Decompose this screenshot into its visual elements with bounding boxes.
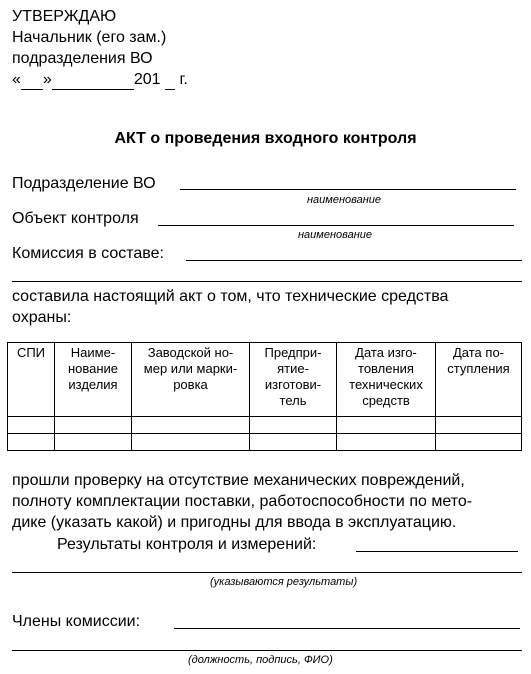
date-year-suffix: г. (179, 71, 188, 88)
table-header-line: Наиме- (70, 345, 116, 360)
results-blank-2[interactable] (12, 572, 522, 573)
document-title: АКТ о проведения входного контроля (114, 130, 417, 147)
table-header-line: СПИ (16, 345, 46, 360)
members-label: Члены комиссии: (12, 613, 141, 630)
members-caption: (должность, подпись, ФИО) (188, 654, 333, 666)
commission-blank[interactable] (186, 260, 522, 261)
table-header-line: Предпри- (264, 345, 322, 360)
object-caption: наименование (298, 229, 373, 241)
intro-paragraph (12, 286, 524, 328)
table-header-line: товления (358, 361, 414, 376)
table-header-line: нование (67, 361, 119, 376)
table-cell[interactable] (337, 417, 436, 434)
table-header-line: средств (362, 393, 410, 408)
table-header-cell (250, 343, 337, 417)
approval-block (12, 6, 188, 90)
approval-division: подразделения ВО (12, 50, 153, 67)
date-year-prefix: 201 (133, 71, 161, 88)
table-cell[interactable] (55, 434, 132, 451)
table-row (8, 434, 522, 451)
conclusion-line: полноту комплектации поставки, работоспособности по мето- (12, 493, 473, 510)
conclusion-line: дике (указать какой) и пригодны для ввода в эксплуатацию. (12, 514, 457, 531)
approval-heading: УТВЕРЖДАЮ (12, 8, 117, 25)
table-header-cell (8, 343, 55, 417)
members-blank-2[interactable] (12, 650, 522, 651)
intro-line: охраны: (12, 309, 72, 326)
conclusion-line: прошли проверку на отсутствие механических повреждений, (12, 472, 465, 489)
table-cell[interactable] (337, 434, 436, 451)
results-blank[interactable] (356, 551, 518, 552)
table-header-line: изготови- (264, 377, 322, 392)
table-header-cell (55, 343, 132, 417)
members-blank[interactable] (174, 628, 520, 629)
date-quote-close: » (42, 71, 52, 88)
table-header-line: мер или марки- (143, 361, 238, 376)
intro-line: составила настоящий акт о том, что технические средства (12, 288, 449, 305)
table-header-row (8, 343, 522, 417)
table-header-line: ятие- (277, 361, 309, 376)
results-label: Результаты контроля и измерений: (57, 536, 317, 553)
division-caption: наименование (307, 194, 382, 206)
approval-date (12, 69, 188, 90)
table-cell[interactable] (132, 417, 250, 434)
date-year-blank[interactable] (165, 74, 175, 90)
table-cell[interactable] (436, 434, 522, 451)
division-blank[interactable] (180, 189, 516, 190)
table-row (8, 417, 522, 434)
object-label: Объект контроля (12, 210, 139, 227)
date-day-blank[interactable] (21, 74, 43, 90)
table-cell[interactable] (55, 417, 132, 434)
object-blank[interactable] (158, 225, 514, 226)
table-cell[interactable] (8, 417, 55, 434)
commission-label: Комиссия в составе: (12, 245, 164, 262)
table-cell[interactable] (436, 417, 522, 434)
table-header-cell (436, 343, 522, 417)
date-quote-open: « (12, 71, 21, 88)
conclusion-paragraph (12, 470, 524, 533)
date-month-blank[interactable] (52, 74, 134, 90)
table-header-cell (132, 343, 250, 417)
division-label: Подразделение ВО (12, 175, 156, 192)
table-cell[interactable] (250, 434, 337, 451)
table-cell[interactable] (132, 434, 250, 451)
table-header-line: тель (279, 393, 307, 408)
table-header-cell (337, 343, 436, 417)
table-header-line: технических (349, 377, 423, 392)
table-header-line: Дата по- (453, 345, 504, 360)
table-header-line: Дата изго- (355, 345, 417, 360)
table-header-line: ступления (447, 361, 510, 376)
equipment-table (7, 342, 522, 451)
commission-blank-2[interactable] (12, 281, 522, 282)
table-header-line: изделия (68, 377, 118, 392)
table-header-line: ровка (173, 377, 208, 392)
table-header-line: Заводской но- (147, 345, 234, 360)
results-caption: (указываются результаты) (210, 576, 358, 588)
table-cell[interactable] (250, 417, 337, 434)
table-cell[interactable] (8, 434, 55, 451)
approval-position: Начальник (его зам.) (12, 29, 167, 46)
